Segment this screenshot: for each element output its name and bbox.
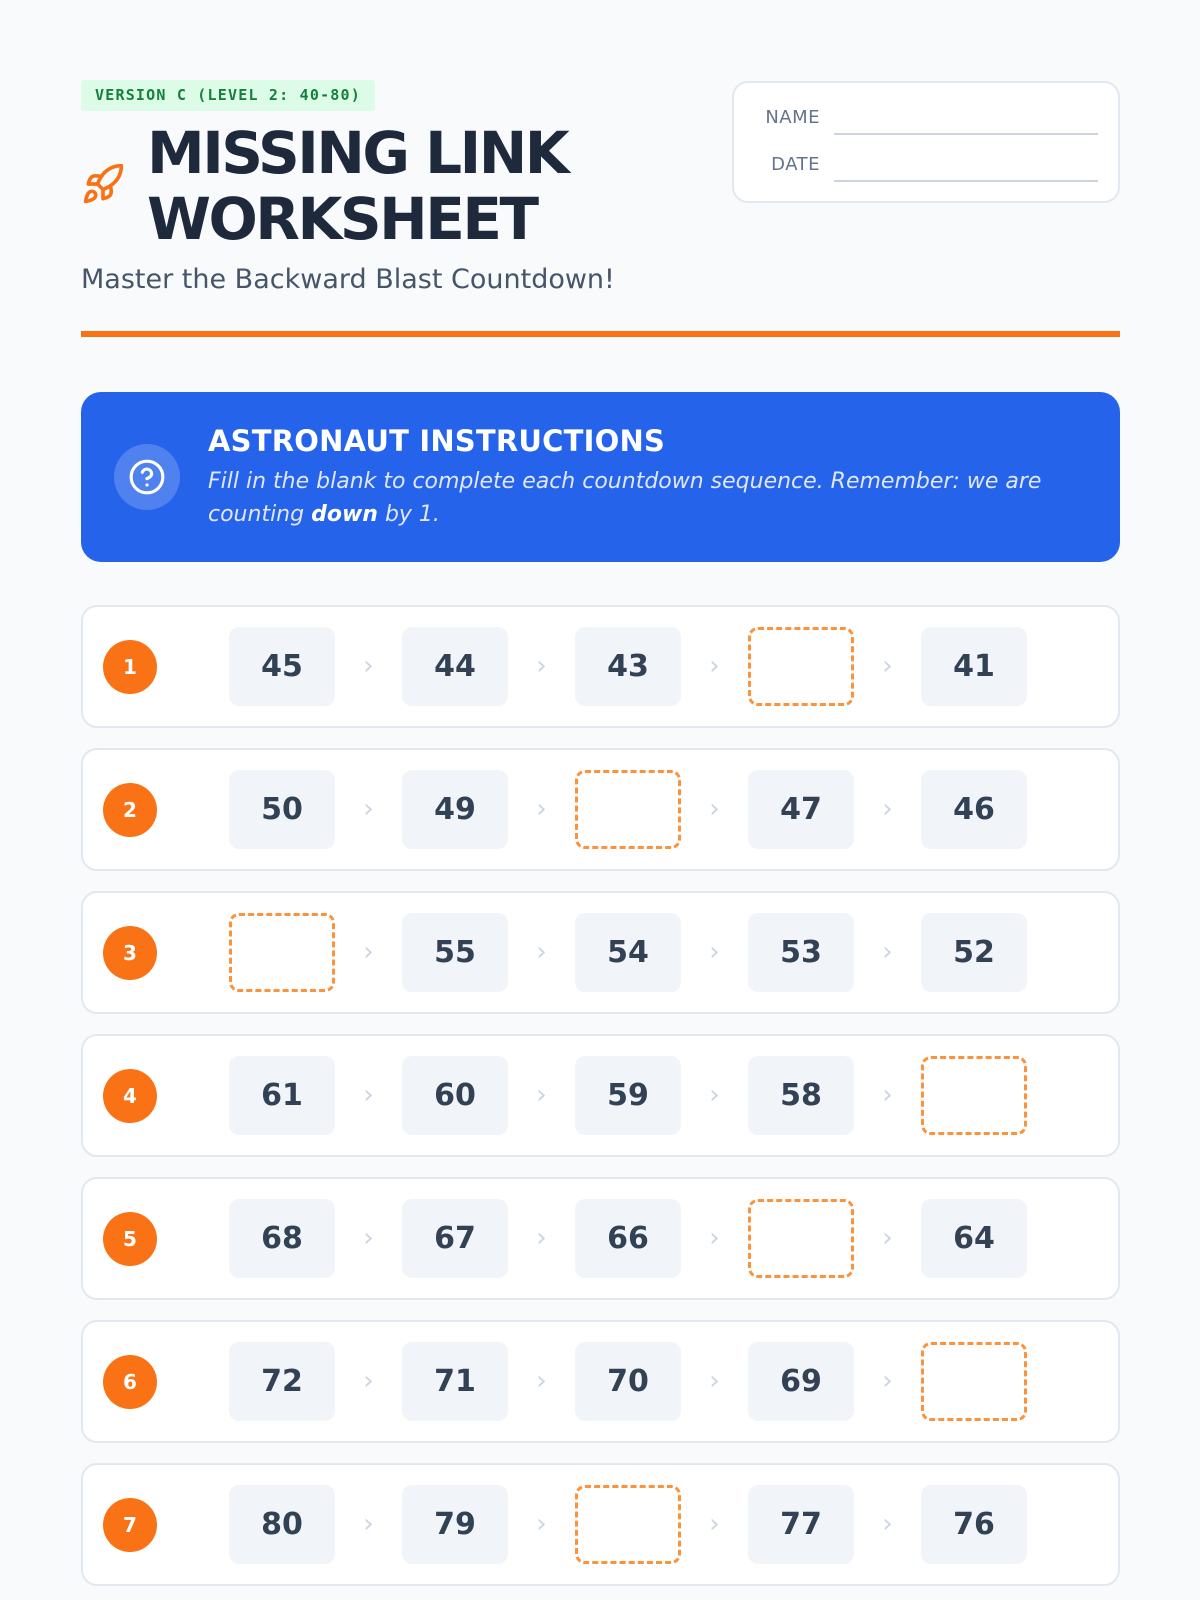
- answer-blank[interactable]: [575, 1485, 681, 1564]
- sequence-number: 61: [229, 1056, 335, 1135]
- name-field-row: [734, 103, 1098, 133]
- answer-blank[interactable]: [921, 1056, 1027, 1135]
- title-line-1: MISSING LINK: [147, 119, 568, 187]
- problem-row-5: [81, 1177, 1120, 1300]
- chevron-right-icon: ›: [536, 1223, 547, 1253]
- sequence-number: 55: [402, 913, 508, 992]
- answer-blank[interactable]: [748, 1199, 854, 1278]
- problem-row-7: [81, 1463, 1120, 1586]
- page-subtitle: Master the Backward Blast Countdown!: [81, 264, 615, 295]
- worksheet-page: [81, 0, 1120, 1542]
- instructions-text-before: Fill in the blank to complete each countdown sequence. Remember: we are counting: [208, 469, 1042, 527]
- problem-row-1: [81, 605, 1120, 728]
- name-field[interactable]: [834, 133, 1098, 135]
- chevron-right-icon: ›: [536, 651, 547, 681]
- problem-row-2: [81, 748, 1120, 871]
- chevron-right-icon: ›: [882, 1366, 893, 1396]
- chevron-right-icon: ›: [363, 1080, 374, 1110]
- problem-number-badge: 7: [103, 1498, 157, 1552]
- chevron-right-icon: ›: [709, 794, 720, 824]
- sequence-number: 49: [402, 770, 508, 849]
- problem-number-badge: 2: [103, 783, 157, 837]
- chevron-right-icon: ›: [709, 651, 720, 681]
- chevron-right-icon: ›: [363, 1509, 374, 1539]
- chevron-right-icon: ›: [536, 794, 547, 824]
- sequence-number: 68: [229, 1199, 335, 1278]
- chevron-right-icon: ›: [536, 1080, 547, 1110]
- problem-row-6: [81, 1320, 1120, 1443]
- chevron-right-icon: ›: [536, 937, 547, 967]
- sequence-number: 67: [402, 1199, 508, 1278]
- problem-number-badge: 3: [103, 926, 157, 980]
- chevron-right-icon: ›: [882, 1509, 893, 1539]
- answer-blank[interactable]: [921, 1342, 1027, 1421]
- sequence-number: 50: [229, 770, 335, 849]
- problem-number-badge: 5: [103, 1212, 157, 1266]
- chevron-right-icon: ›: [363, 937, 374, 967]
- instructions-text-bold: down: [311, 502, 378, 527]
- problem-row-3: [81, 891, 1120, 1014]
- problem-number-badge: 6: [103, 1355, 157, 1409]
- chevron-right-icon: ›: [882, 937, 893, 967]
- sequence-number: 54: [575, 913, 681, 992]
- sequence-number: 69: [748, 1342, 854, 1421]
- chevron-right-icon: ›: [709, 937, 720, 967]
- chevron-right-icon: ›: [882, 1080, 893, 1110]
- chevron-right-icon: ›: [709, 1509, 720, 1539]
- date-field-row: [734, 150, 1098, 180]
- sequence-number: 76: [921, 1485, 1027, 1564]
- sequence-number: 47: [748, 770, 854, 849]
- answer-blank[interactable]: [229, 913, 335, 992]
- sequence-number: 41: [921, 627, 1027, 706]
- sequence-number: 60: [402, 1056, 508, 1135]
- chevron-right-icon: ›: [363, 651, 374, 681]
- date-field[interactable]: [834, 180, 1098, 182]
- chevron-right-icon: ›: [709, 1366, 720, 1396]
- chevron-right-icon: ›: [536, 1509, 547, 1539]
- title-line-2: WORKSHEET: [147, 185, 537, 253]
- sequence-number: 66: [575, 1199, 681, 1278]
- sequence-number: 44: [402, 627, 508, 706]
- instructions-title: ASTRONAUT INSTRUCTIONS: [208, 424, 666, 458]
- date-label: DATE: [771, 154, 820, 175]
- problem-row-4: [81, 1034, 1120, 1157]
- instructions-panel: [81, 392, 1120, 562]
- sequence-number: 72: [229, 1342, 335, 1421]
- chevron-right-icon: ›: [882, 651, 893, 681]
- page-title: [147, 120, 707, 252]
- sequence-number: 71: [402, 1342, 508, 1421]
- rocket-icon: [81, 162, 125, 206]
- chevron-right-icon: ›: [709, 1080, 720, 1110]
- sequence-number: 77: [748, 1485, 854, 1564]
- sequence-number: 53: [748, 913, 854, 992]
- sequence-number: 58: [748, 1056, 854, 1135]
- sequence-number: 64: [921, 1199, 1027, 1278]
- answer-blank[interactable]: [748, 627, 854, 706]
- sequence-number: 80: [229, 1485, 335, 1564]
- sequence-number: 45: [229, 627, 335, 706]
- chevron-right-icon: ›: [363, 1223, 374, 1253]
- sequence-number: 70: [575, 1342, 681, 1421]
- version-badge: VERSION C (LEVEL 2: 40-80): [81, 80, 375, 111]
- student-info-card: [732, 81, 1120, 203]
- chevron-right-icon: ›: [709, 1223, 720, 1253]
- chevron-right-icon: ›: [882, 794, 893, 824]
- problem-number-badge: 1: [103, 640, 157, 694]
- header-divider: [81, 331, 1120, 337]
- sequence-number: 52: [921, 913, 1027, 992]
- sequence-number: 43: [575, 627, 681, 706]
- chevron-right-icon: ›: [363, 794, 374, 824]
- question-circle-icon: [114, 444, 180, 510]
- answer-blank[interactable]: [575, 770, 681, 849]
- chevron-right-icon: ›: [536, 1366, 547, 1396]
- sequence-number: 79: [402, 1485, 508, 1564]
- name-label: NAME: [765, 107, 820, 128]
- problem-number-badge: 4: [103, 1069, 157, 1123]
- instructions-text-after: by 1.: [377, 502, 440, 527]
- chevron-right-icon: ›: [882, 1223, 893, 1253]
- sequence-number: 46: [921, 770, 1027, 849]
- sequence-number: 59: [575, 1056, 681, 1135]
- instructions-text: [208, 465, 1088, 531]
- chevron-right-icon: ›: [363, 1366, 374, 1396]
- worksheet-header: [81, 0, 1120, 340]
